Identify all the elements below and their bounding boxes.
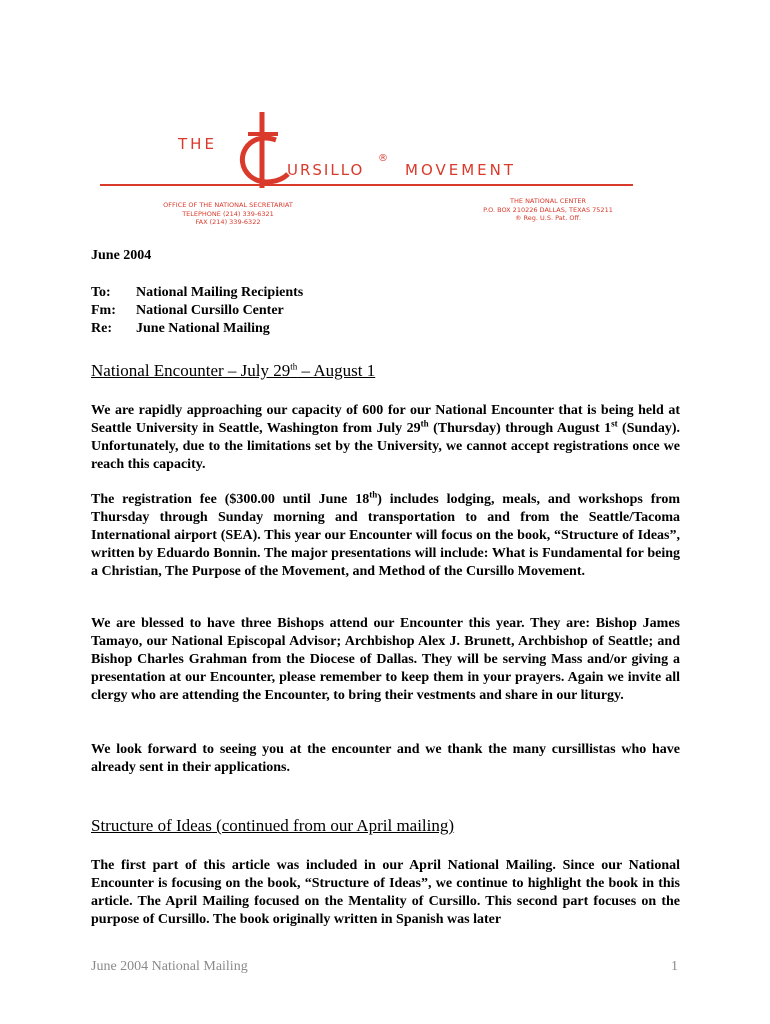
heading2-rest: (continued from our April mailing) [211, 816, 455, 835]
p1-text-c: (Sunday). Unfortunately, due to the limitations set by the University, we cannot accept registrations once we reach this capacity. [91, 421, 681, 472]
p1-sup1: th [420, 418, 429, 429]
letterhead-registered-mark: ® [378, 153, 388, 164]
heading-text-a: National Encounter – July 29 [91, 361, 291, 380]
paragraph-structure-intro: The first part of this article was included in our April National Mailing. Since our National Encounter is focusing on the book, “Structure of Ideas”, we continue to highlight the book in this article. The April Mailing focused on the Mentality of Cursillo. This second part focuses on the purpose of Cursillo. The book originally written in Spanish was later [91, 858, 680, 927]
center-line: THE NATIONAL CENTER [510, 197, 586, 205]
letterhead-secretariat-info [138, 201, 318, 227]
p1-sup2: st [611, 418, 618, 429]
p2-text-b: ) includes lodging, meals, and workshops from Thursday through Sunday morning and transportation to and from the Seattle/Tacoma International airport (SEA). This year our Encounter will focus on the book, “Structure of Ideas”, written by Eduardo Bonnin. The major presentations will include: What is Fundamental for being a Christian, The Purpose of the Movement, and Method of the Cursillo Movement. [91, 492, 680, 579]
letterhead-movement: MOVEMENT [405, 161, 517, 179]
p2-text-a: The registration fee ($300.00 until June 18 [91, 492, 370, 507]
heading-text-b: – August 1 [297, 361, 376, 380]
heading2-underlined: Structure of Ideas [91, 816, 212, 835]
p1-text-b: (Thursday) through August 1 [428, 421, 612, 436]
letterhead [0, 0, 770, 240]
paragraph-capacity [91, 402, 680, 474]
secretariat-fax: FAX (214) 339-6322 [195, 218, 261, 226]
heading-sup: th [290, 361, 298, 372]
section-heading-national-encounter [91, 361, 375, 381]
paragraph-bishops: We are blessed to have three Bishops attend our Encounter this year. They are: Bishop James Tamayo, our National Episcopal Advisor; Archbishop Alex J. Brunett, Archbishop of Seattle; and Bishop Charles Grahman from the Diocese of Dallas. They will be serving Mass and/or giving a presentation at our Encounter, please remember to keep them in your prayers. Again we invite all clergy who are attending the Encounter, to bring their vestments and share in our liturgy. [91, 616, 680, 703]
letterhead-center-info [468, 197, 628, 223]
letterhead-the: THE [178, 135, 217, 153]
memo-block [91, 284, 303, 338]
letterhead-divider [100, 184, 633, 186]
memo-re-label: Re: [91, 321, 112, 336]
footer-title: June 2004 National Mailing [91, 959, 248, 974]
center-address: P.O. BOX 210226 DALLAS, TEXAS 75211 [483, 205, 613, 214]
p2-sup: th [369, 489, 378, 500]
letter-date: June 2004 [91, 248, 152, 263]
memo-re-value: June National Mailing [136, 321, 270, 336]
memo-to-label: To: [91, 285, 111, 300]
paragraph-closing: We look forward to seeing you at the encounter and we thank the many cursillistas who have already sent in their applications. [91, 742, 680, 775]
secretariat-line: OFFICE OF THE NATIONAL SECRETARIAT [163, 201, 293, 209]
letterhead-ursillo: URSILLO [287, 161, 365, 179]
paragraph-registration [91, 491, 680, 581]
memo-from-value: National Cursillo Center [136, 303, 284, 318]
footer-page-number: 1 [671, 959, 678, 974]
center-trademark: ® Reg. U.S. Pat. Off. [514, 214, 582, 222]
memo-from-label: Fm: [91, 303, 116, 318]
section-heading-structure-of-ideas [91, 816, 454, 836]
p1-text-a: We are rapidly approaching our capacity of 600 for our National Encounter that is being held at Seattle University in Seattle, Washington from July 29 [91, 403, 680, 436]
secretariat-phone: TELEPHONE (214) 339-6321 [182, 209, 274, 218]
memo-to-value: National Mailing Recipients [136, 285, 304, 300]
